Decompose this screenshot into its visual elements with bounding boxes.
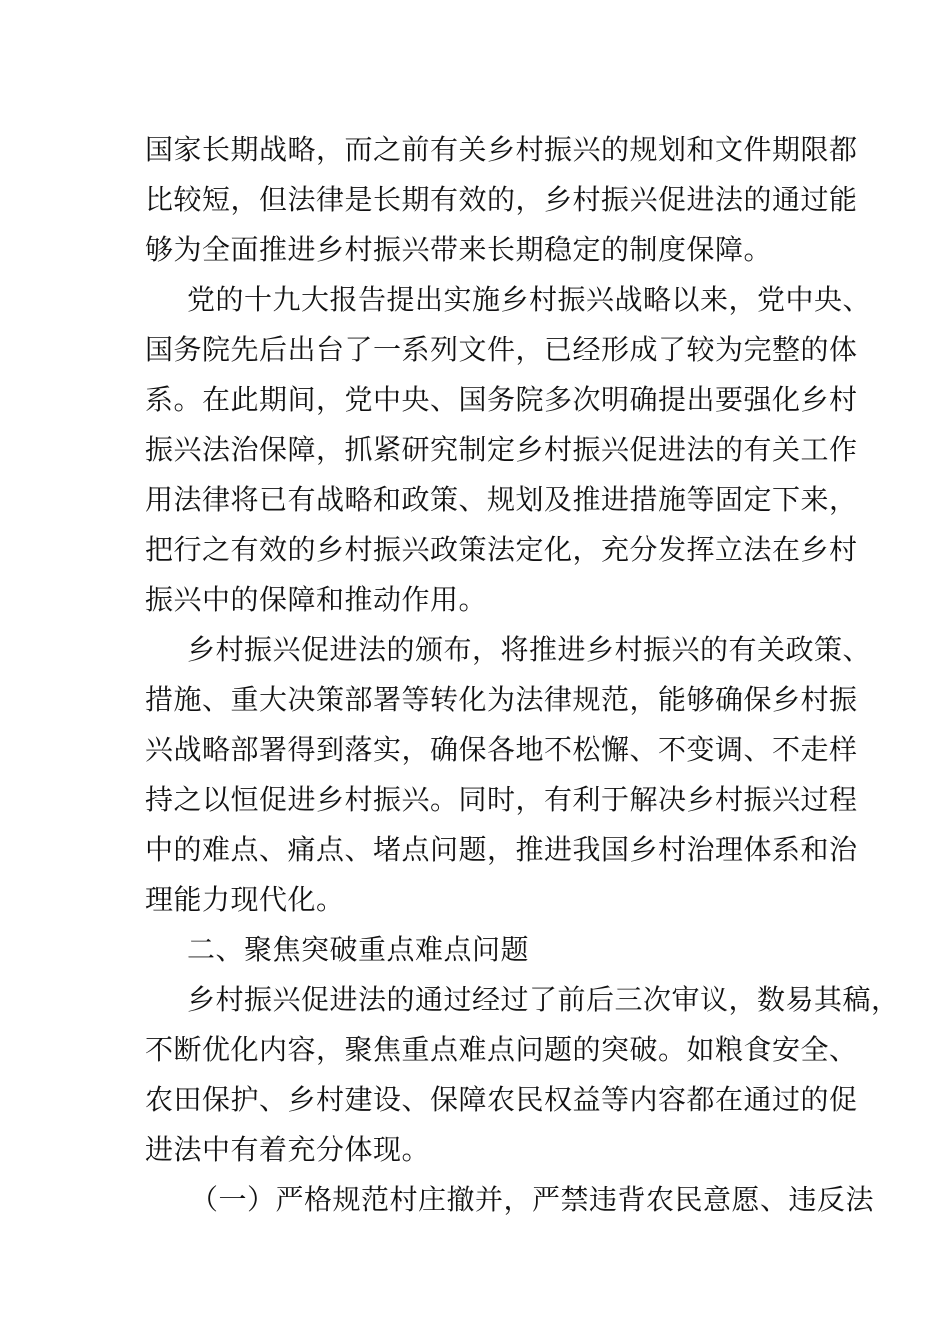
text-line: 用法律将已有战略和政策、规划及推进措施等固定下来， — [145, 483, 858, 516]
text-line: 把行之有效的乡村振兴政策法定化，充分发挥立法在乡村 — [145, 533, 858, 566]
text-line: 措施、重大决策部署等转化为法律规范，能够确保乡村振 — [145, 683, 858, 716]
text-line: 持之以恒促进乡村振兴。同时，有利于解决乡村振兴过程 — [145, 783, 858, 816]
subsection-heading: （一）严格规范村庄撤并，严禁违背农民意愿、违反法 — [190, 1183, 875, 1216]
text-line: 兴战略部署得到落实，确保各地不松懈、不变调、不走样 — [145, 733, 858, 766]
text-line: 够为全面推进乡村振兴带来长期稳定的制度保障。 — [145, 233, 773, 266]
text-line: 不断优化内容，聚焦重点难点问题的突破。如粮食安全、 — [145, 1033, 858, 1066]
text-line: 农田保护、乡村建设、保障农民权益等内容都在通过的促 — [145, 1083, 858, 1116]
paragraph-start-line: 乡村振兴促进法的颁布，将推进乡村振兴的有关政策、 — [187, 633, 872, 666]
section-heading: 二、聚焦突破重点难点问题 — [187, 933, 530, 966]
text-line: 国务院先后出台了一系列文件，已经形成了较为完整的体 — [145, 333, 858, 366]
text-line: 进法中有着充分体现。 — [145, 1133, 431, 1166]
text-line: 系。在此期间，党中央、国务院多次明确提出要强化乡村 — [145, 383, 858, 416]
text-line: 比较短，但法律是长期有效的，乡村振兴促进法的通过能 — [145, 183, 858, 216]
text-line: 振兴中的保障和推动作用。 — [145, 583, 488, 616]
text-line: 振兴法治保障，抓紧研究制定乡村振兴促进法的有关工作 — [145, 433, 858, 466]
text-line: 国家长期战略，而之前有关乡村振兴的规划和文件期限都 — [145, 133, 858, 166]
paragraph-start-line: 党的十九大报告提出实施乡村振兴战略以来，党中央、 — [187, 283, 872, 316]
text-line: 理能力现代化。 — [145, 883, 345, 916]
text-line: 中的难点、痛点、堵点问题，推进我国乡村治理体系和治 — [145, 833, 858, 866]
paragraph-start-line: 乡村振兴促进法的通过经过了前后三次审议，数易其稿， — [187, 983, 900, 1016]
